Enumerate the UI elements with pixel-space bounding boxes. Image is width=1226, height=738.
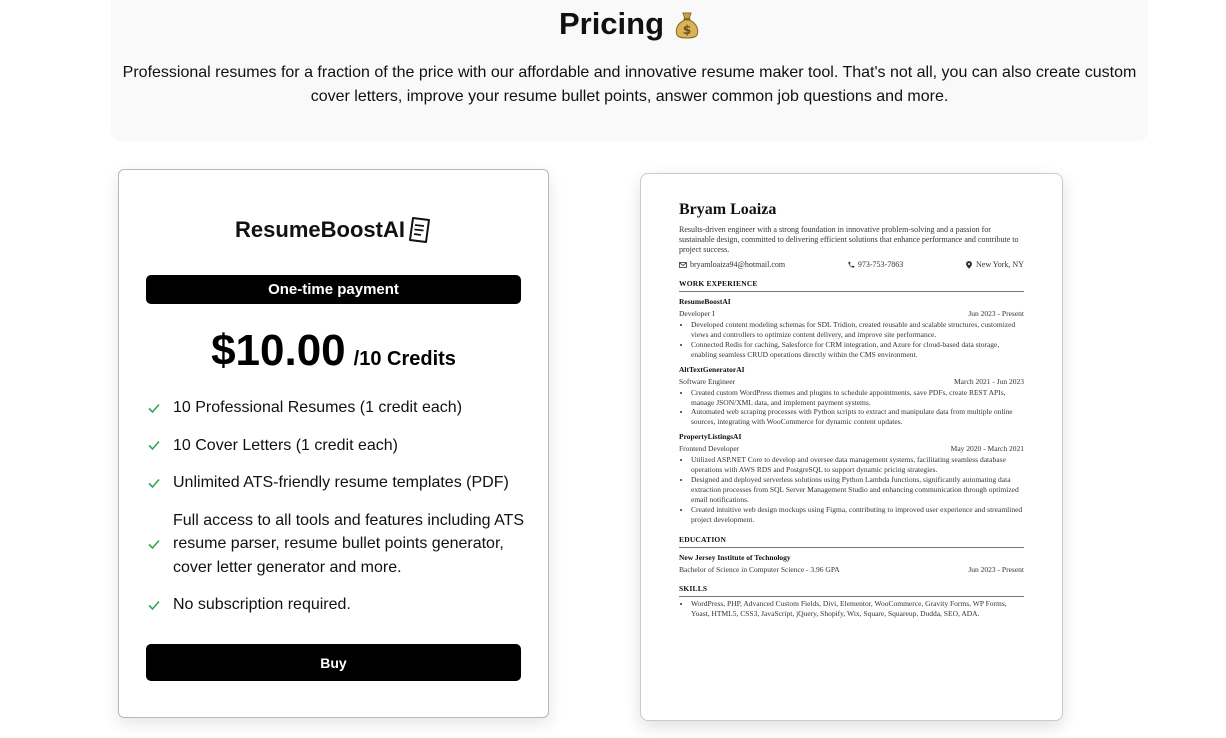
pricing-hero: [111, 0, 1148, 141]
job-company: AltTextGeneratorAI: [679, 364, 745, 374]
phone-icon: [847, 261, 855, 269]
school-name: New Jersey Institute of Technology: [679, 552, 791, 562]
job-bullet: • Connected Redis for caching, Salesforce for CRM integration, and Azure for cloud-based data storage, enabling seamless CRUD operations directly within the CMS environment.: [691, 340, 1024, 360]
job-company: PropertyListingsAI: [679, 432, 742, 442]
job-dates: March 2021 - Jun 2023: [954, 376, 1024, 386]
page-title: [111, 6, 1148, 42]
job-bullet: • Utilized ASP.NET Core to develop and oversee data management systems, facilitating seamless database operations with AWS RDS and PostgreSQL to support dynamic pricing strategies.: [691, 455, 1024, 475]
location-pin-icon: [965, 261, 973, 269]
job-bullet: • Developed content modeling schemas for SDL Tridion, created reusable and scalable structures, customized views and controllers to optimize content delivery, and improve site performance.: [691, 320, 1024, 340]
degree-row: [679, 565, 1024, 574]
page-title-text: Pricing: [558, 6, 665, 41]
svg-text:$: $: [682, 23, 692, 37]
resume-phone-text: 973-753-7863: [857, 260, 904, 269]
brand-name: ResumeBoostAI: [235, 217, 405, 242]
feature-list: [147, 396, 527, 631]
feature-item: [147, 509, 527, 580]
job-entry: [679, 365, 1024, 428]
pricing-subtitle: Professional resumes for a fraction of the price with our affordable and innovative resume maker tool. That's not all, you can also create custom cover letters, improve your resume bullet points, answer common job questions and more.: [122, 64, 1137, 105]
job-bullets: [679, 388, 1024, 428]
resume-phone: [847, 260, 903, 269]
brand-logo: [119, 216, 548, 244]
price-row: [119, 326, 548, 376]
job-role-row: [679, 444, 1024, 453]
job-bullet: • Created custom WordPress themes and plugins to schedule appointments, save PDFs, create REST APIs, manage JSON/XML data, and implement payment systems.: [691, 388, 1024, 408]
pricing-plan-card: [118, 169, 549, 718]
check-icon: [147, 598, 161, 612]
feature-item: [147, 593, 527, 617]
buy-button[interactable]: Buy: [146, 644, 521, 681]
price-unit: /10 Credits: [353, 348, 456, 370]
feature-text: No subscription required.: [173, 596, 351, 613]
email-icon: [679, 261, 687, 269]
feature-text: 10 Professional Resumes (1 credit each): [173, 399, 463, 416]
job-dates: May 2020 - March 2021: [950, 444, 1024, 454]
job-role-row: [679, 377, 1024, 386]
job-bullet: • Automated web scraping processes with Python scripts to extract and manipulate data from multiple online sources, integrating with WooCommerce for dynamic content updates.: [691, 407, 1024, 427]
job-role: Developer I: [679, 309, 715, 318]
degree: Bachelor of Science in Computer Science - 3.96 GPA: [679, 564, 840, 574]
feature-text: 10 Cover Letters (1 credit each): [173, 436, 398, 454]
feature-text: Unlimited ATS-friendly resume templates (PDF): [173, 474, 509, 491]
check-icon: [147, 438, 161, 452]
job-bullet: • Created intuitive web design mockups using Figma, contributing to improved user experience and streamlined project development.: [691, 505, 1024, 525]
job-bullets: [679, 320, 1024, 360]
job-bullet: • Designed and deployed serverless solutions using Python Lambda functions, significantly automating data extraction processes from SQL Server Management Studio and enhancing communication through optimized email notifications.: [691, 475, 1024, 505]
skills-text: • WordPress, PHP, Advanced Custom Fields, Divi, Elementor, WooCommerce, Gravity Forms, WP Forms, Yoast, HTML5, CSS3, JavaScript, jQuery, Shopify, Wix, Square, Squareup, Dudda, SEO, ADA.: [691, 599, 1024, 619]
resume-summary: Results-driven engineer with a strong foundation in innovative problem-solving and a passion for sustainable design, committed to delivering efficient solutions that enhance performance and contribute to project success.: [679, 225, 1019, 254]
resume-preview: [640, 173, 1063, 721]
job-role: Software Engineer: [679, 376, 736, 386]
work-experience-heading: WORK EXPERIENCE: [679, 279, 1024, 292]
resume-email-text: bryamloaiza94@hotmail.com: [690, 260, 786, 269]
resume-contact: [679, 260, 1024, 269]
check-icon: [147, 401, 161, 415]
feature-item: [147, 434, 527, 458]
job-bullets: [679, 455, 1024, 524]
resume-email: [679, 260, 785, 269]
resume-name: Bryam Loaiza: [679, 201, 777, 218]
feature-item: [147, 396, 527, 420]
skills-heading: SKILLS: [679, 584, 1024, 597]
job-dates: Jun 2023 - Present: [968, 309, 1024, 318]
education-dates: Jun 2023 - Present: [968, 564, 1024, 574]
document-icon: [408, 216, 432, 244]
check-icon: [147, 476, 161, 490]
payment-type-badge: One-time payment: [146, 275, 521, 304]
check-icon: [147, 537, 161, 551]
price-amount: $10.00: [211, 326, 346, 375]
feature-item: [147, 471, 527, 495]
feature-text: Full access to all tools and features including ATS resume parser, resume bullet points generator, cover letter generator and more.: [173, 511, 524, 576]
resume-location-text: New York, NY: [975, 260, 1024, 269]
job-company: ResumeBoostAI: [679, 297, 731, 306]
education-heading: EDUCATION: [679, 535, 1024, 548]
skills-list: [679, 599, 1024, 619]
resume-location: [965, 260, 1024, 269]
job-role: Frontend Developer: [679, 444, 740, 454]
job-role-row: [679, 309, 1024, 318]
job-entry: [679, 297, 1024, 360]
money-bag-icon: [674, 10, 700, 40]
job-entry: [679, 432, 1024, 524]
